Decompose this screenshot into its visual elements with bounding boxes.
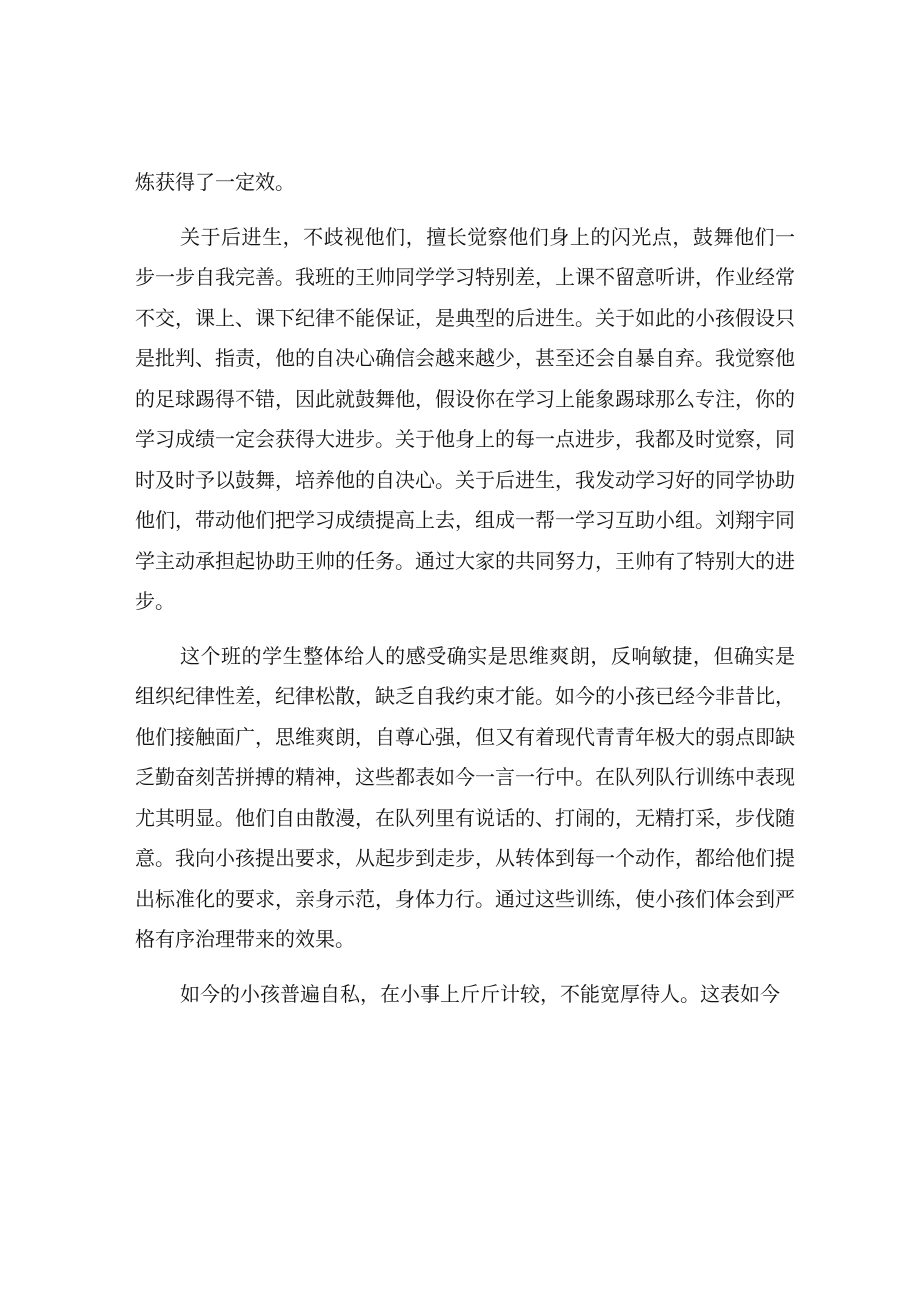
text-line: 格有序治理带来的效果。 (135, 927, 355, 951)
text-line: 步一步自我完善。我班的王帅同学学习特别差，上课不留意听讲，作业经常 (135, 265, 795, 289)
text-line: 如今的小孩普遍自私，在小事上斤斤计较，不能宽厚待人。这表如今 (180, 981, 780, 1006)
paragraph-2 (135, 217, 795, 622)
paragraph-4 (135, 974, 795, 1015)
text-line: 学习成绩一定会获得大进步。关于他身上的每一点进步，我都及时觉察，同 (135, 427, 795, 451)
paragraph-gap (135, 622, 795, 636)
text-line: 步。 (135, 589, 175, 613)
text-line: 时及时予以鼓舞，培养他的自决心。关于后进生，我发动学习好的同学协助 (135, 467, 795, 492)
paragraph-gap (135, 960, 795, 974)
text-line: 乏勤奋刻苦拼搏的精神，这些都表如今一言一行中。在队列队行训练中表现 (135, 765, 795, 789)
text-line: 关于后进生，不歧视他们，擅长觉察他们身上的闪光点，鼓舞他们一 (180, 224, 795, 249)
text-line: 出标准化的要求，亲身示范，身体力行。通过这些训练，使小孩们体会到严 (135, 886, 795, 911)
text-line: 不交，课上、课下纪律不能保证，是典型的后进生。关于如此的小孩假设只 (135, 305, 795, 330)
text-line: 是批判、指责，他的自决心确信会越来越少，甚至还会自暴自弃。我觉察他 (135, 346, 795, 370)
text-line: 尤其明显。他们自由散漫，在队列里有说话的、打闹的，无精打采，步伐随 (135, 805, 795, 830)
text-line: 组织纪律性差，纪律松散，缺乏自我约束才能。如今的小孩已经今非昔比， (135, 684, 795, 708)
text-line: 意。我向小孩提出要求，从起步到走步，从转体到每一个动作，都给他们提 (135, 846, 795, 870)
document-body (135, 162, 795, 1014)
paragraph-gap (135, 203, 795, 217)
text-line: 炼获得了一定效。 (135, 170, 295, 194)
text-line: 他们接触面广，思维爽朗，自尊心强，但又有着现代青青年极大的弱点即缺 (135, 724, 795, 749)
text-line: 这个班的学生整体给人的感受确实是思维爽朗，反响敏捷，但确实是 (180, 643, 795, 668)
text-line: 学主动承担起协助王帅的任务。通过大家的共同努力，王帅有了特别大的进 (135, 548, 795, 573)
paragraph-3 (135, 636, 795, 960)
text-line: 他们，带动他们把学习成绩提高上去，组成一帮一学习互助小组。刘翔宇同 (135, 508, 795, 532)
text-line: 的足球踢得不错，因此就鼓舞他，假设你在学习上能象踢球那么专注，你的 (135, 386, 795, 411)
paragraph-1 (135, 162, 795, 203)
